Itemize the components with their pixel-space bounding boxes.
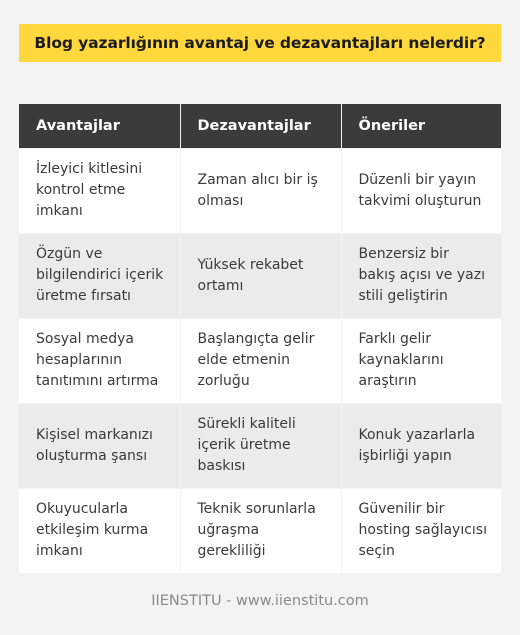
disadvantage-cell: Sürekli kaliteli içerik üretme baskısı: [180, 403, 341, 488]
suggestion-cell: Farklı gelir kaynaklarını araştırın: [341, 318, 501, 403]
footer-credit: IIENSTITU - www.iienstitu.com: [151, 593, 369, 609]
advantage-cell: Sosyal medya hesaplarının tanıtımını artırma: [19, 318, 180, 403]
disadvantage-cell: Başlangıçta gelir elde etmenin zorluğu: [180, 318, 341, 403]
disadvantage-cell: Yüksek rekabet ortamı: [180, 233, 341, 318]
advantage-cell: Kişisel markanızı oluşturma şansı: [19, 403, 180, 488]
advantage-cell: İzleyici kitlesini kontrol etme imkanı: [19, 148, 180, 233]
table-row: [19, 403, 501, 488]
suggestion-cell: Güvenilir bir hosting sağlayıcısı seçin: [341, 488, 501, 573]
suggestion-cell: Düzenli bir yayın takvimi oluşturun: [341, 148, 501, 233]
comparison-table-container: [19, 104, 501, 573]
table-row: [19, 488, 501, 573]
advantage-cell: Özgün ve bilgilendirici içerik üretme fırsatı: [19, 233, 180, 318]
advantage-cell: Okuyucularla etkileşim kurma imkanı: [19, 488, 180, 573]
page-title: Blog yazarlığının avantaj ve dezavantajları nelerdir?: [19, 24, 501, 62]
table-header-row: [19, 104, 501, 148]
table-row: [19, 318, 501, 403]
header-suggestions: Öneriler: [341, 104, 501, 148]
header-disadvantages: Dezavantajlar: [180, 104, 341, 148]
header-advantages: Avantajlar: [19, 104, 180, 148]
table-row: [19, 148, 501, 233]
suggestion-cell: Konuk yazarlarla işbirliği yapın: [341, 403, 501, 488]
table-row: [19, 233, 501, 318]
disadvantage-cell: Teknik sorunlarla uğraşma gerekliliği: [180, 488, 341, 573]
disadvantage-cell: Zaman alıcı bir iş olması: [180, 148, 341, 233]
suggestion-cell: Benzersiz bir bakış açısı ve yazı stili geliştirin: [341, 233, 501, 318]
comparison-table: [19, 104, 501, 573]
